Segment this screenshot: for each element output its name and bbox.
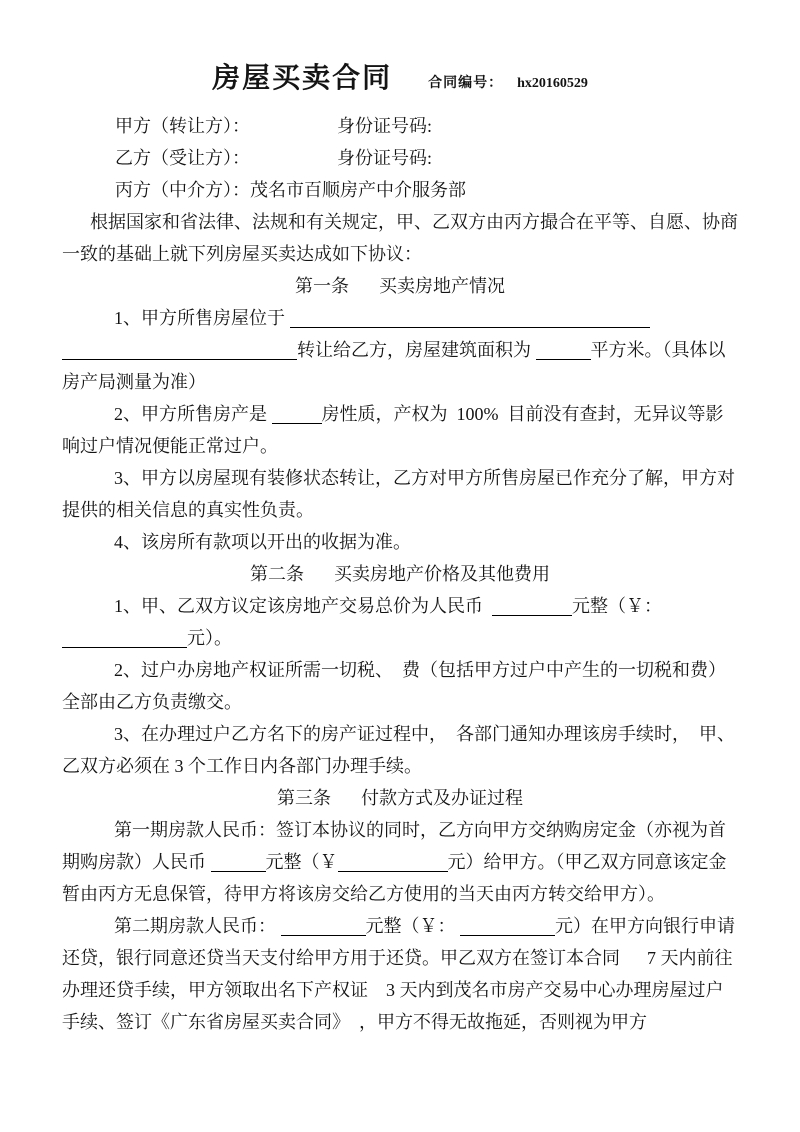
clause-text: 元）在甲方向银行申请还贷，银行同意还贷当天支付给甲方用于还贷。甲乙双方在签订本合同 7 天内前往办理还贷手续，甲方领取出名下产权证 3 天内到茂名市房产交易中心办理房屋过户手续、签订《广东省房屋买卖合同》 ，甲方不得无故拖延，否则视为甲方 <box>62 916 735 1032</box>
blank-underline <box>272 403 322 424</box>
blank-underline <box>460 915 555 936</box>
clause-text: 3、甲方以房屋现有装修状态转让，乙方对甲方所售房屋已作充分了解，甲方对提供的相关信息的真实性负责。 <box>62 468 735 520</box>
clause-text: 第二期房款人民币： <box>114 916 281 936</box>
contract-number <box>428 72 588 92</box>
blank-underline <box>536 339 591 360</box>
clause-text: 房性质，产权为 100% 目前没有查封，无异议等影响过户情况便能正常过户。 <box>62 404 724 456</box>
section-number: 第三条 <box>277 788 331 808</box>
section-title: 买卖房地产价格及其他费用 <box>334 564 550 584</box>
party-line-bing <box>62 174 738 206</box>
payment-second-installment <box>62 910 738 1038</box>
party-value: 茂名市百顺房产中介服务部 <box>250 180 466 200</box>
blank-underline <box>62 339 297 360</box>
clause-1-1 <box>62 302 738 398</box>
document-header <box>62 56 738 96</box>
clause-1-4 <box>62 526 738 558</box>
blank-underline <box>211 851 266 872</box>
clause-2-2 <box>62 654 738 718</box>
clause-text: 1、甲方所售房屋位于 <box>114 308 290 328</box>
clause-1-3 <box>62 462 738 526</box>
clause-text: 元整（￥： <box>572 596 667 616</box>
clause-text: 元）给甲方。（甲乙双方同意该定金暂由丙方无息保管，待甲方将该房交给乙方使用的当天由丙方转交给甲方）。 <box>62 852 727 904</box>
section-2-heading <box>62 558 738 590</box>
clause-text: 2、甲方所售房产是 <box>114 404 272 424</box>
clause-1-2 <box>62 398 738 462</box>
section-3-heading <box>62 782 738 814</box>
clause-text: 转让给乙方，房屋建筑面积为 <box>297 340 536 360</box>
blank-underline <box>492 595 572 616</box>
party-line-jia <box>62 110 738 142</box>
blank-underline <box>290 307 650 328</box>
section-1-heading <box>62 270 738 302</box>
blank-underline <box>338 851 448 872</box>
contract-number-value: hx20160529 <box>517 76 588 91</box>
clause-text: 平方米。（具体以房产局测量为准） <box>62 340 726 392</box>
blank-underline <box>281 915 366 936</box>
page-title: 房屋买卖合同 <box>212 63 393 94</box>
party-id-label: 身份证号码: <box>337 148 433 168</box>
clause-text: 元）。 <box>187 628 232 648</box>
clause-text: 第一期房款人民币：签订本协议的同时，乙方向甲方交纳购房定金（亦视为首期购房款）人民币 <box>62 820 726 872</box>
section-title: 付款方式及办证过程 <box>361 788 523 808</box>
party-id-label: 身份证号码: <box>337 116 433 136</box>
party-label: 甲方（转让方）： <box>115 116 250 136</box>
section-number: 第一条 <box>295 276 349 296</box>
party-line-yi <box>62 142 738 174</box>
section-title: 买卖房地产情况 <box>379 276 505 296</box>
contract-number-label: 合同编号： <box>428 76 504 91</box>
blank-underline <box>62 627 187 648</box>
parties-block <box>62 110 738 206</box>
clause-text: 1、甲、乙双方议定该房地产交易总价为人民币 <box>114 596 492 616</box>
clause-text: 3、在办理过户乙方名下的房产证过程中， 各部门通知办理该房手续时， 甲、乙双方必须在 3 个工作日内各部门办理手续。 <box>62 724 735 776</box>
clause-2-1 <box>62 590 738 654</box>
clause-2-3 <box>62 718 738 782</box>
preamble-paragraph: 根据国家和省法律、法规和有关规定，甲、乙双方由丙方撮合在平等、自愿、协商一致的基础上就下列房屋买卖达成如下协议： <box>62 212 738 264</box>
clause-text: 元整（￥： <box>365 916 460 936</box>
payment-first-installment <box>62 814 738 910</box>
section-number: 第二条 <box>250 564 304 584</box>
party-label: 丙方（中介方）： <box>115 180 250 200</box>
clause-text: 元整（￥ <box>265 852 338 872</box>
clause-text: 2、过户办房地产权证所需一切税、 费（包括甲方过户中产生的一切税和费）全部由乙方负责缴交。 <box>62 660 726 712</box>
clause-text: 4、该房所有款项以开出的收据为准。 <box>114 532 411 552</box>
party-label: 乙方（受让方）： <box>115 148 250 168</box>
